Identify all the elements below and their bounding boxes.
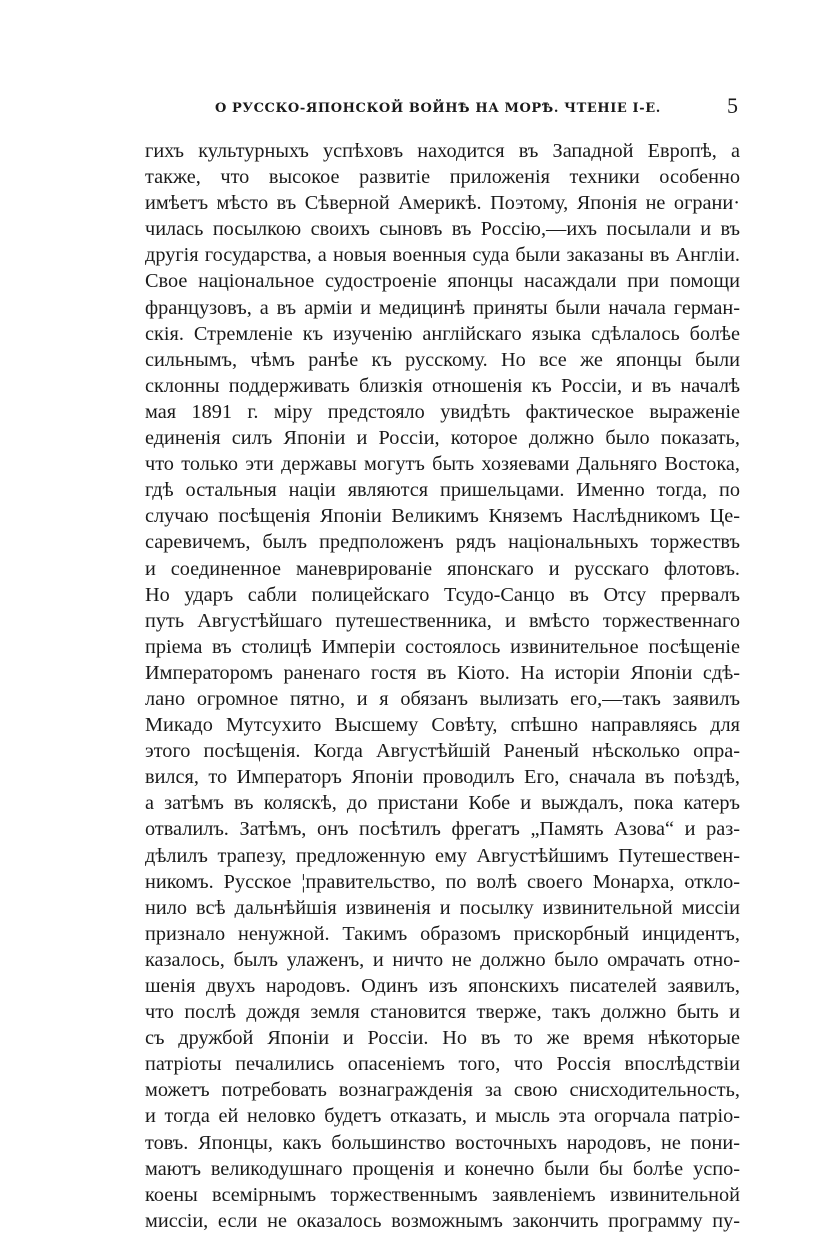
text-line: французовъ, а въ арміи и медицинѣ приняты были начала герман-: [145, 296, 740, 319]
text-line: признало ненужной. Такимъ образомъ прискорбный инцидентъ,: [145, 922, 740, 945]
body-text: [145, 138, 740, 1234]
text-line: миссіи, если не оказалось возможнымъ закончить программу пу-: [145, 1209, 740, 1232]
text-line: саревичемъ, былъ предположенъ рядъ національныхъ торжествъ: [145, 531, 740, 554]
text-line: Но ударъ сабли полицейскаго Тсудо-Санцо въ Отсу прервалъ: [145, 583, 740, 606]
text-line: коены всемірнымъ торжественнымъ заявленіемъ извинительной: [145, 1183, 740, 1206]
text-line: маютъ великодушнаго прощенія и конечно были бы болѣе успо-: [145, 1157, 740, 1180]
text-line: гдѣ остальныя націи являются пришельцами. Именно тогда, по: [145, 479, 740, 502]
text-line: а затѣмъ въ коляскѣ, до пристани Кобе и выждалъ, пока катеръ: [145, 792, 740, 815]
text-line: патріоты печалились опасеніемъ того, что Россія впослѣдствіи: [145, 1053, 740, 1076]
text-line: никомъ. Русское ¦правительство, по волѣ своего Монарха, откло-: [145, 870, 740, 893]
text-line: отвалилъ. Затѣмъ, онъ посѣтилъ фрегатъ „Память Азова“ и раз-: [145, 818, 740, 841]
text-line: имѣетъ мѣсто въ Сѣверной Америкѣ. Поэтому, Японія не ограни·: [145, 192, 740, 215]
text-line: пріема въ столицѣ Имперіи состоялось извинительное посѣщеніе: [145, 635, 740, 658]
text-line: также, что высокое развитіе приложенія техники особенно: [145, 166, 740, 189]
text-line: шенія двухъ народовъ. Одинъ изъ японскихъ писателей заявилъ,: [145, 975, 740, 997]
text-line: Микадо Мутсухито Высшему Совѣту, спѣшно направляясь для: [145, 714, 740, 737]
text-line: дѣлилъ трапезу, предложенную ему Августѣйшимъ Путешествен-: [145, 844, 740, 867]
text-line: мая 1891 г. міру предстояло увидѣть фактическое выраженіе: [145, 400, 740, 423]
text-line: сильнымъ, чѣмъ ранѣе къ русскому. Но все же японцы были: [145, 348, 740, 371]
text-line: случаю посѣщенія Японіи Великимъ Княземъ Наслѣдникомъ Це-: [145, 505, 740, 528]
text-line: Свое національное судостроеніе японцы насаждали при помощи: [145, 270, 740, 293]
text-line: гихъ культурныхъ успѣховъ находится въ Западной Европѣ, а: [145, 140, 740, 162]
text-line: что только эти державы могутъ быть хозяевами Дальняго Востока,: [145, 453, 740, 476]
text-line: что послѣ дождя земля становится тверже, такъ должно быть и: [145, 1001, 740, 1024]
text-line: чилась посылкою своихъ сыновъ въ Россію,—ихъ посылали и въ: [145, 218, 740, 241]
text-line: казалось, былъ улаженъ, и ничто не должно было омрачать отно-: [145, 948, 740, 971]
text-line: и соединенное маневрированіе японскаго и русскаго флотовъ.: [145, 557, 740, 580]
text-line: товъ. Японцы, какъ большинство восточныхъ народовъ, не пони-: [145, 1131, 740, 1154]
text-line: съ дружбой Японіи и Россіи. Но въ то же время нѣкоторые: [145, 1027, 740, 1050]
text-line: путь Августѣйшаго путешественника, и вмѣсто торжественнаго: [145, 609, 740, 632]
text-line: можетъ потребовать вознагражденія за свою снисходительность,: [145, 1079, 740, 1102]
running-title: О РУССКО-ЯПОНСКОЙ ВОЙНѢ НА МОРѢ. ЧТЕНІЕ І-Е.: [215, 101, 661, 116]
text-line: единенія силъ Японіи и Россіи, которое должно было показать,: [145, 427, 740, 450]
text-line: этого посѣщенія. Когда Августѣйшій Раненый нѣсколько опра-: [145, 740, 740, 763]
running-head: [145, 93, 740, 123]
text-line: Императоромъ раненаго гостя въ Кіото. На исторіи Японіи сдѣ-: [145, 661, 740, 684]
text-line: вился, то Императоръ Японіи проводилъ Его, сначала въ поѣздѣ,: [145, 766, 740, 789]
text-line: лано огромное пятно, и я обязанъ вылизать его,—такъ заявилъ: [145, 687, 740, 710]
page-number: 5: [727, 93, 738, 118]
text-line: склонны поддерживать близкія отношенія къ Россіи, и въ началѣ: [145, 374, 740, 397]
text-line: скія. Стремленіе къ изученію англійскаго языка сдѣлалось болѣе: [145, 322, 740, 345]
text-line: другія государства, а новыя военныя суда были заказаны въ Англіи.: [145, 244, 740, 267]
text-line: и тогда ей неловко будетъ отказать, и мысль эта огорчала патріо-: [145, 1105, 740, 1128]
text-line: нило всѣ дальнѣйшія извиненія и посылку извинительной миссіи: [145, 896, 740, 919]
